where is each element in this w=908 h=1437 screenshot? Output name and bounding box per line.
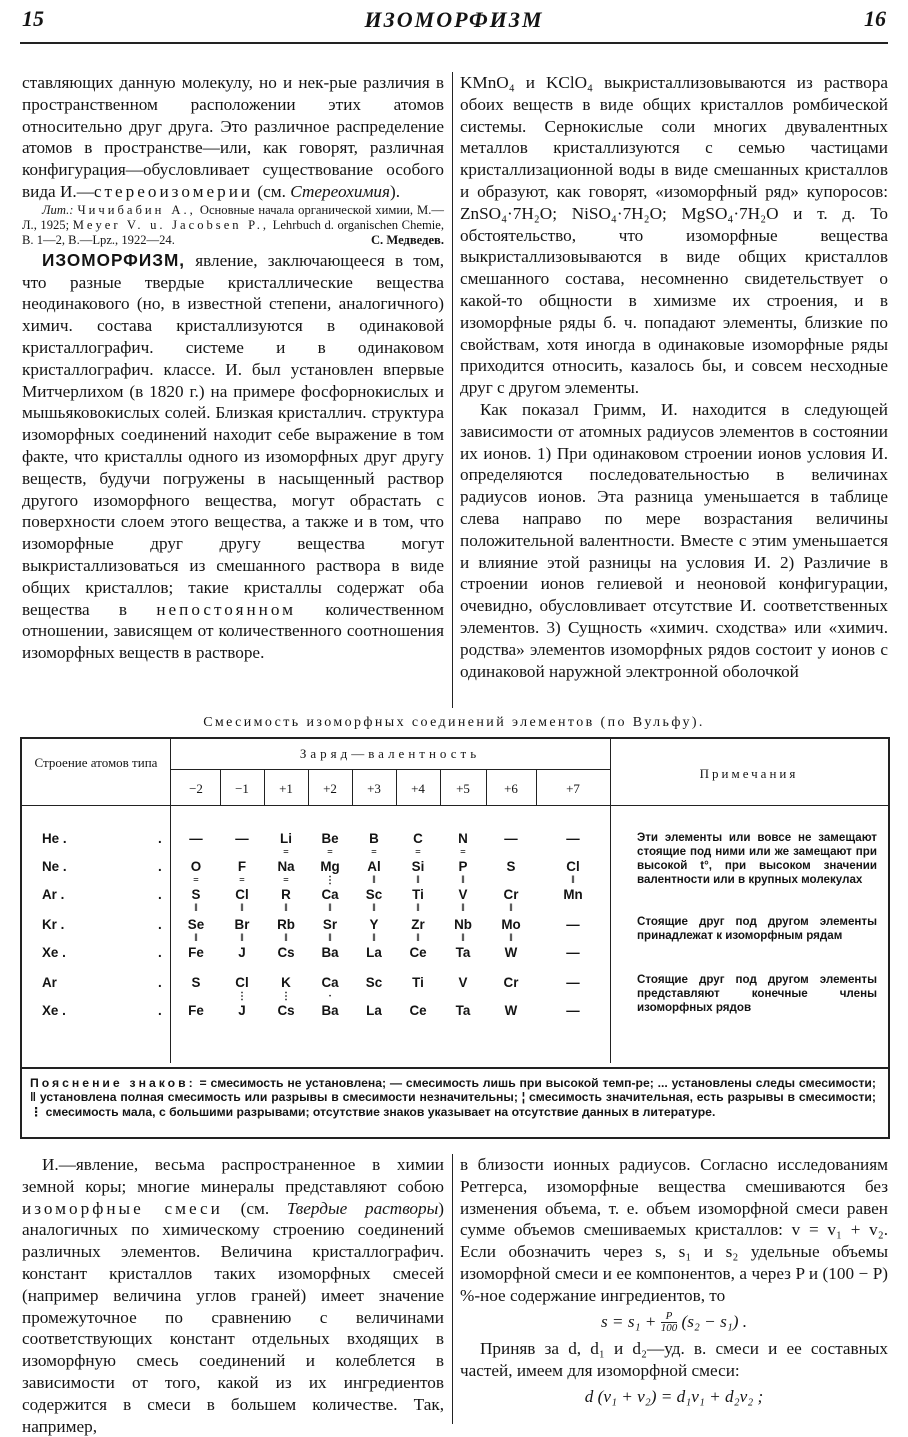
element-cell: O: [190, 859, 202, 874]
page-title: ИЗОМОРФИЗМ: [364, 7, 544, 32]
charge-divider: [352, 769, 353, 805]
paragraph-density: Приняв за d, d₁ и d₂—уд. в. смеси и ее составных частей, имеем для изоморфной смеси:: [460, 1339, 888, 1380]
miscibility-mark: ‖: [571, 875, 575, 886]
element-cell: Cs: [277, 1003, 295, 1018]
miscibility-mark: =: [460, 847, 466, 858]
element-cell: Ca: [321, 887, 339, 902]
row-leader-dot: .: [158, 975, 162, 990]
charge-header: −1: [235, 781, 249, 796]
formula-density: d (v₁ + v₂) = d₁v₁ + d₂v₂ ;: [584, 1386, 764, 1406]
charge-header: +7: [566, 781, 580, 796]
charge-header: +3: [367, 781, 381, 796]
miscibility-mark: ‖: [284, 933, 288, 944]
miscibility-mark: ‖: [416, 875, 420, 886]
row-label: Xe .: [42, 945, 66, 960]
miscibility-mark: =: [239, 875, 245, 886]
miscibility-mark: ‖: [509, 903, 513, 914]
element-cell: Ca: [321, 975, 339, 990]
row-leader-dot: .: [158, 1003, 162, 1018]
header-charge: Заряд—валентность: [299, 746, 481, 761]
row-leader-dot: .: [158, 831, 162, 846]
element-cell: K: [281, 975, 291, 990]
miscibility-mark: ‖: [328, 933, 332, 944]
row-leader-dot: .: [158, 945, 162, 960]
element-cell: F: [237, 859, 247, 874]
element-cell: La: [366, 945, 382, 960]
row-label: Kr .: [42, 917, 65, 932]
table-vline: [170, 739, 171, 1063]
miscibility-mark: ‖: [416, 903, 420, 914]
element-cell: Ba: [321, 945, 339, 960]
element-cell: J: [238, 1003, 246, 1018]
element-cell: La: [366, 1003, 382, 1018]
miscibility-mark: ‖: [372, 875, 376, 886]
article-headword: ИЗОМОРФИЗМ,: [42, 249, 186, 270]
element-cell: S: [506, 859, 516, 874]
element-cell: Cs: [277, 945, 295, 960]
table-hline: [170, 769, 610, 770]
element-cell: Be: [321, 831, 339, 846]
paragraph-minerals: И.—явление, весьма распространенное в химии земной коры; многие минералы представляют собою изоморфные смеси (см. Твердые растворы) аналогичных по химическому строению соединений различных элементов. Величина кристаллографич. констант кристаллов таких изоморфных смесей (например величина углов граней) имеет значение промежуточное по сравнению с величинами соответствующих констант отдельных входящих в изоморфную смесь соединений и колеблется в зависимости от того, какой из их ингредиентов содержится в смеси в большем количестве. Так, например,: [22, 1155, 444, 1436]
column-divider-bottom: [452, 1154, 453, 1424]
charge-divider: [440, 769, 441, 805]
element-cell: N: [458, 831, 468, 846]
miscibility-mark: ‖: [240, 903, 244, 914]
element-cell: Li: [280, 831, 292, 846]
charge-divider: [536, 769, 537, 805]
element-cell: Cl: [235, 887, 249, 902]
page-number-left: 15: [22, 6, 44, 31]
element-cell: S: [191, 975, 201, 990]
charge-header: +1: [279, 781, 293, 796]
header-structure: Строение атомов типа: [34, 755, 158, 770]
element-cell: Br: [234, 917, 250, 932]
charge-header: +4: [411, 781, 425, 796]
column-left-top: [22, 72, 444, 664]
element-cell: Fe: [188, 1003, 204, 1018]
miscibility-mark: ‖: [240, 933, 244, 944]
miscibility-mark: =: [193, 875, 199, 886]
row-label: Xe .: [42, 1003, 66, 1018]
miscibility-mark: ‖: [328, 903, 332, 914]
element-cell: Ta: [455, 1003, 471, 1018]
element-cell: Y: [369, 917, 379, 932]
element-cell: Al: [367, 859, 381, 874]
miscibility-mark: =: [371, 847, 377, 858]
charge-header: −2: [189, 781, 203, 796]
formula-specific-volume: s = s₁ + $\frac{P}{100}$ (s₂ − s₁) .: [600, 1310, 748, 1335]
charge-header: +2: [323, 781, 337, 796]
miscibility-mark: ‖: [372, 903, 376, 914]
element-cell: —: [235, 831, 249, 846]
element-cell: Cl: [566, 859, 580, 874]
element-cell: J: [238, 945, 246, 960]
element-cell: Ti: [412, 975, 424, 990]
note-end-members: Стоящие друг под другом элементы представляют конечные члены изоморфных рядов: [637, 973, 877, 1014]
miscibility-mark: ‖: [284, 903, 288, 914]
miscibility-mark: ⋮: [237, 991, 247, 1002]
miscibility-mark: ‖: [416, 933, 420, 944]
cross-reference: Стереохимия: [290, 181, 391, 201]
legend-text: = смесимость не установлена; — смесимость лишь при высокой темп-ре; ... установлены следы смесимости; ‖ установлена полная смесимость или разрывы в смесимости незначительны; ¦ смесимость значительная, есть разрывы в смесимости; ⋮ смесимость мала, с большими разрывами; отсутствие знаков указывает на отсутствие данных в литературе.: [30, 1076, 876, 1119]
page-number-right: 16: [864, 6, 886, 31]
column-right-bottom: [460, 1154, 888, 1412]
element-cell: —: [189, 831, 203, 846]
element-cell: —: [566, 1003, 580, 1018]
table-vline: [610, 739, 611, 1063]
fraction: $\frac{P}{100}$: [660, 1310, 678, 1335]
element-cell: Fe: [188, 945, 204, 960]
charge-divider: [486, 769, 487, 805]
paragraph-retgers: в близости ионных радиусов. Согласно исследованиям Ретгерса, изоморфные вещества смешиваются без изменения объема, т. е. объем изоморфной смеси равен сумме объемов смешиваемых кристаллов: v = v₁ + v₂. Если обозначить через s, s₁ и s₂ удельные объемы изоморфной смеси и ее компонентов, а через P и (100 − P) %-ное содержание ингредиентов, то: [460, 1155, 888, 1305]
element-cell: —: [504, 831, 518, 846]
charge-divider: [308, 769, 309, 805]
element-cell: Sc: [365, 975, 383, 990]
note-isomorphic-series: Стоящие друг под другом элементы принадлежат к изоморфным рядам: [637, 915, 877, 942]
column-left-bottom: [22, 1154, 444, 1437]
row-label: He .: [42, 831, 67, 846]
element-cell: W: [504, 945, 518, 960]
cross-reference: Твердые растворы: [286, 1198, 439, 1218]
row-leader-dot: .: [158, 917, 162, 932]
element-cell: —: [566, 945, 580, 960]
element-cell: S: [191, 887, 201, 902]
element-cell: Ce: [409, 1003, 427, 1018]
miscibility-mark: ⋮: [281, 991, 291, 1002]
charge-divider: [264, 769, 265, 805]
column-divider-top: [452, 72, 453, 708]
table-legend: [30, 1076, 876, 1119]
element-cell: —: [566, 917, 580, 932]
element-cell: Zr: [411, 917, 425, 932]
miscibility-mark: ‖: [509, 933, 513, 944]
row-label: Ar: [42, 975, 57, 990]
paragraph-salts: KMnO₄ и KClO₄ выкристаллизовываются из раствора обоих веществ в виде общих кристаллов ромбической системы. Сернокислые соли многих двувалентных металлов кристаллизуются с семью частицами кристаллизационной воды в виде смешанных кристаллов и образуют, как говорят, «изоморфный ряд» купоросов: ZnSO₄·7H₂O; NiSO₄·7H₂O; MgSO₄·7H₂O и т. д. То обстоятельство, что изоморфные вещества выкристаллизовываются в виде общих кристаллов смешанного состава, несомненно свидетельствует о какой-то общности в химизме их строения, и в изоморфные ряды б. ч. попадают элементы, близкие по свойствам, хотя иногда в одинаковые изоморфные ряды приходится относить, казалось бы, и совсем несходные друг с другом элементы.: [460, 73, 888, 398]
miscibility-mark: ‖: [372, 933, 376, 944]
charge-header: +5: [456, 781, 470, 796]
element-cell: Rb: [277, 917, 295, 932]
element-cell: Sc: [365, 887, 383, 902]
element-cell: Mn: [563, 887, 583, 902]
miscibility-mark: ‖: [194, 903, 198, 914]
paragraph-grimm: Как показал Гримм, И. находится в следующей зависимости от атомных радиусов элементов в состоянии их ионов. 1) При одинаковом строении ионов условия И. определяются последовательностью в величинах радиусов ионов. Эта разница уменьшается в таблице слева направо по мере возрастания величины положительной валентности. Вместе с этим уменьшается и влияние этой разницы на условия И. 2) Различие в строении ионов гелиевой и неоновой конфигурации, очевидно, обусловливает отсутствие И. соответственных элементов. 3) Сущность «химич. сходства» или «химич. родства» элементов изоморфных рядов состоит у ионов с одинаковой наружной электронной оболочкой: [460, 399, 888, 681]
element-cell: Mo: [501, 917, 521, 932]
element-cell: Cl: [235, 975, 249, 990]
author-signature: С. Медведев.: [370, 232, 444, 247]
literature-note: Лит.: Чичибабин А., Основные начала органической химии, М.—Л., 1925; Meyer V. u. Jacobsen P., Lehrbuch d. organischen Chemie, B. 1—2, B.—Lpz., 1922—24. С. Медведев.: [22, 202, 445, 247]
element-cell: B: [369, 831, 379, 846]
miscibility-mark: ‖: [461, 903, 465, 914]
element-cell: Ce: [409, 945, 427, 960]
element-cell: V: [458, 975, 468, 990]
element-cell: Si: [411, 859, 425, 874]
element-cell: Sr: [322, 917, 338, 932]
column-right-top: [460, 72, 888, 682]
paragraph-stereo: ставляющих данную молекулу, но и нек-рые различия в пространственном расположении этих атомов относительно друг друга. Это различное распределение атомов в пространстве—или, как говорят, различная конфигурация—обусловливает существование особого вида И.—стереоизомерии (см. Стереохимия).: [22, 73, 444, 201]
element-cell: Na: [277, 859, 295, 874]
header-rule: [20, 42, 888, 44]
element-cell: Cr: [503, 887, 519, 902]
element-cell: R: [281, 887, 291, 902]
miscibility-mark: ⋮: [325, 875, 335, 886]
header-notes: Примечания: [699, 766, 799, 781]
legend-title: Пояснение знаков:: [30, 1076, 196, 1090]
table-hline: [22, 805, 888, 806]
term-stereoisomerism: стереоизомерии: [93, 181, 254, 201]
element-cell: —: [566, 975, 580, 990]
row-label: Ar .: [42, 887, 65, 902]
row-leader-dot: .: [158, 887, 162, 902]
charge-divider: [396, 769, 397, 805]
miscibility-mark: ‖: [194, 933, 198, 944]
element-cell: V: [458, 887, 468, 902]
term-isomorphic-mixtures: изоморфные смеси: [22, 1198, 223, 1218]
element-cell: C: [413, 831, 423, 846]
miscibility-table: [20, 737, 890, 1069]
table-caption: Смесимость изоморфных соединений элементов (по Вульфу).: [203, 715, 705, 730]
element-cell: Se: [187, 917, 205, 932]
miscibility-mark: =: [415, 847, 421, 858]
row-leader-dot: .: [158, 859, 162, 874]
element-cell: Ti: [412, 887, 424, 902]
paragraph-isomorphism: ИЗОМОРФИЗМ, явление, заключающееся в том, что разные твердые кристаллические вещества неодинакового (но, в известной степени, аналогичного) химич. состава кристаллизуются в одинаковой кристаллографич. системе и в одинаковом кристаллографич. классе. И. был установлен впервые Митчерлихом (в 1820 г.) на примере фосфорнокислых и мышьяковокислых солей. Близкая кристаллич. структура изоморфных соединений находит себе выражение в том факте, что кристаллы одного из изоморфных друг другу веществ, будучи погружены в насыщенный раствор другого изоморфного вещества, могут обрастать с поверхности слоем этого вещества, а также и в том, что изоморфные друг другу вещества могут выкристаллизоваться из смешанного раствора в виде общих кристаллов; такие кристаллы содержат оба вещества в непостоянном количественном отношении, зависящем от количественного соотношения изоморфных веществ в растворе.: [22, 249, 444, 663]
miscibility-mark: ·: [328, 991, 332, 1002]
element-cell: Mg: [320, 859, 340, 874]
element-cell: Ba: [321, 1003, 339, 1018]
miscibility-mark: ‖: [461, 933, 465, 944]
miscibility-mark: =: [283, 847, 289, 858]
miscibility-mark: ‖: [461, 875, 465, 886]
element-cell: —: [566, 831, 580, 846]
miscibility-mark: =: [283, 875, 289, 886]
element-cell: Cr: [503, 975, 519, 990]
element-cell: P: [458, 859, 468, 874]
charge-divider: [220, 769, 221, 805]
page-header: [20, 6, 888, 40]
element-cell: Nb: [454, 917, 472, 932]
note-first-rows: Эти элементы или вовсе не замещают стоящие под ними или же замещают при высокой t°, при высоком значении валентности или в крупных молекулах: [637, 831, 877, 886]
row-label: Ne .: [42, 859, 67, 874]
element-cell: W: [504, 1003, 518, 1018]
element-cell: Ta: [455, 945, 471, 960]
charge-header: +6: [504, 781, 518, 796]
miscibility-mark: =: [327, 847, 333, 858]
